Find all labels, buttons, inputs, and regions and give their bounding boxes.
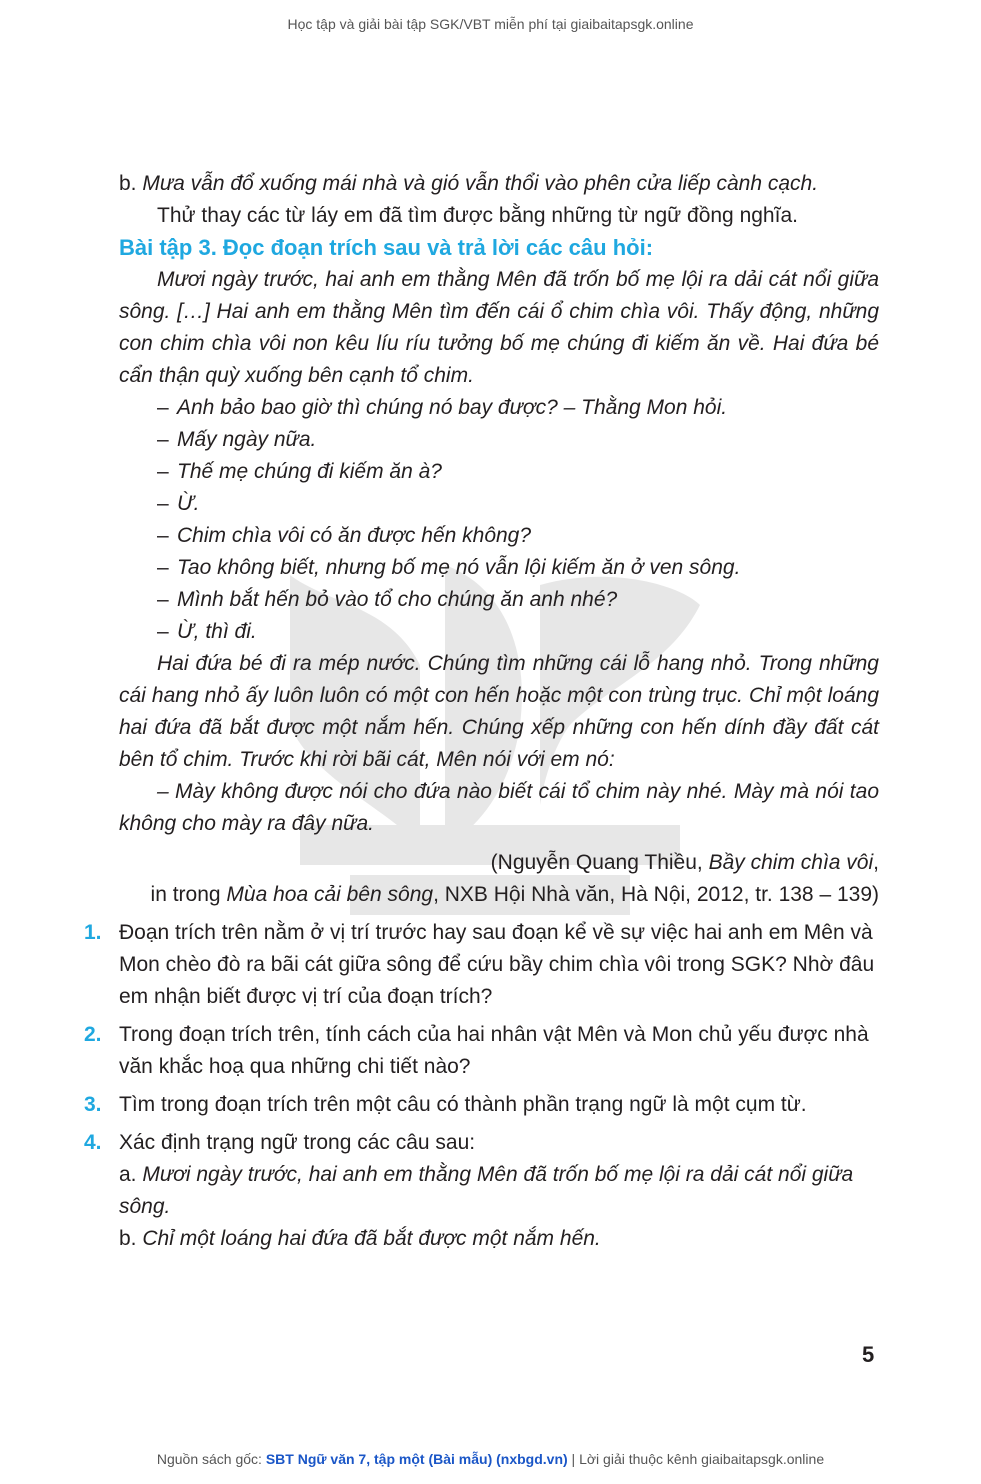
dash: –	[157, 620, 169, 643]
dash: –	[157, 428, 169, 451]
question-text: Xác định trạng ngữ trong các câu sau:	[119, 1131, 476, 1154]
item-text: Mưa vẫn đổ xuống mái nhà và gió vẫn thổi vào phên cửa liếp cành cạch.	[142, 172, 819, 195]
dialogue-line: – Chim chìa vôi có ăn được hến không?	[119, 520, 879, 552]
dash: –	[157, 524, 169, 547]
question-item	[84, 1127, 879, 1159]
dash: –	[157, 460, 169, 483]
top-banner: Học tập và giải bài tập SGK/VBT miễn phí tại giaibaitapsgk.online	[287, 16, 694, 32]
page-number: 5	[862, 1342, 875, 1367]
question-text: Đoạn trích trên nằm ở vị trí trước hay sau đoạn kể về sự việc hai anh em Mên và Mon chèo đò ra bãi cát giữa sông để cứu bầy chim chìa vôi trong SGK? Nhờ đâu em nhận biết được vị trí của đoạn trích?	[119, 921, 875, 1008]
dialogue-line: – Thế mẹ chúng đi kiếm ăn à?	[119, 456, 879, 488]
source-link[interactable]: SBT Ngữ văn 7, tập một (Bài mẫu) (nxbgd.vn)	[265, 1451, 568, 1467]
sub-item-label: b.	[119, 1227, 137, 1250]
book-title: Mùa hoa cải bên sông	[226, 883, 434, 906]
citation-line-1: (Nguyễn Quang Thiều, Bầy chim chìa vôi,	[490, 851, 879, 874]
excerpt-paragraph-1: Mươi ngày trước, hai anh em thằng Mên đã trốn bố mẹ lội ra dải cát nổi giữa sông. […] Hai anh em thằng Mên tìm đến cái ổ chim chìa vôi. Thấy động, những con chim chìa vôi non kêu líu ríu tưởng bố mẹ chúng đi kiếm ăn về. Hai đứa bé cẩn thận quỳ xuống bên cạnh tổ chim.	[119, 268, 879, 387]
page-content	[84, 168, 879, 1255]
question-number: 4.	[84, 1131, 102, 1154]
sub-item	[119, 1223, 879, 1255]
question-number: 1.	[84, 921, 102, 944]
section-title: Bài tập 3. Đọc đoạn trích sau và trả lời các câu hỏi:	[119, 235, 654, 260]
dash: –	[157, 588, 169, 611]
question-list	[84, 917, 879, 1159]
question-text: Trong đoạn trích trên, tính cách của hai nhân vật Mên và Mon chủ yếu được nhà văn khắc hoạ qua những chi tiết nào?	[119, 1023, 869, 1078]
dialogue-line: – Ừ.	[119, 488, 879, 520]
question-item	[84, 1089, 879, 1121]
question-item	[84, 1019, 879, 1083]
sub-item	[119, 1159, 879, 1223]
question-number: 2.	[84, 1023, 102, 1046]
dash: –	[157, 556, 169, 579]
dialogue-line: – Mấy ngày nữa.	[119, 424, 879, 456]
citation-line-2: in trong Mùa hoa cải bên sông, NXB Hội Nhà văn, Hà Nội, 2012, tr. 138 – 139)	[150, 883, 879, 906]
work-title: Bầy chim chìa vôi	[708, 851, 874, 874]
question-number: 3.	[84, 1093, 102, 1116]
excerpt-paragraph-2: Hai đứa bé đi ra mép nước. Chúng tìm những cái lỗ hang nhỏ. Trong những cái hang nhỏ ấy luôn luôn có một con hến hoặc một con trùng trục. Chỉ một loáng hai đứa đã bắt được một nắm hến. Chúng xếp những con hến dính đầy đất cát bên tổ chim. Trước khi rời bãi cát, Mên nói với em nó:	[119, 652, 879, 771]
sub-item-text: Chỉ một loáng hai đứa đã bắt được một nắm hến.	[142, 1227, 601, 1250]
question-text: Tìm trong đoạn trích trên một câu có thành phần trạng ngữ là một cụm từ.	[119, 1093, 807, 1116]
dialogue-line: – Ừ, thì đi.	[119, 616, 879, 648]
sub-item-text: Mươi ngày trước, hai anh em thằng Mên đã trốn bố mẹ lội ra dải cát nổi giữa sông.	[119, 1163, 854, 1218]
bottom-banner: Nguồn sách gốc: SBT Ngữ văn 7, tập một (Bài mẫu) (nxbgd.vn) | Lời giải thuộc kênh giaibaitapsgk.online	[156, 1451, 825, 1467]
dash: –	[157, 492, 169, 515]
dash: –	[157, 396, 169, 419]
instruction-text: Thử thay các từ láy em đã tìm được bằng những từ ngữ đồng nghĩa.	[157, 204, 798, 227]
sub-item-label: a.	[119, 1163, 137, 1186]
dialogue-line: – Anh bảo bao giờ thì chúng nó bay được? – Thằng Mon hỏi.	[119, 392, 879, 424]
excerpt-last-dialogue: – Mày không được nói cho đứa nào biết cái tổ chim này nhé. Mày mà nói tao không cho mày ra đây nữa.	[119, 780, 879, 835]
question-item	[84, 917, 879, 1013]
dialogue-line: – Tao không biết, nhưng bố mẹ nó vẫn lội kiếm ăn ở ven sông.	[119, 552, 879, 584]
source-citation	[119, 847, 879, 911]
item-label: b.	[119, 172, 137, 195]
exercise-2b-line	[119, 168, 879, 200]
dialogue-line: – Mình bắt hến bỏ vào tổ cho chúng ăn anh nhé?	[119, 584, 879, 616]
dialogue-list	[119, 392, 879, 648]
